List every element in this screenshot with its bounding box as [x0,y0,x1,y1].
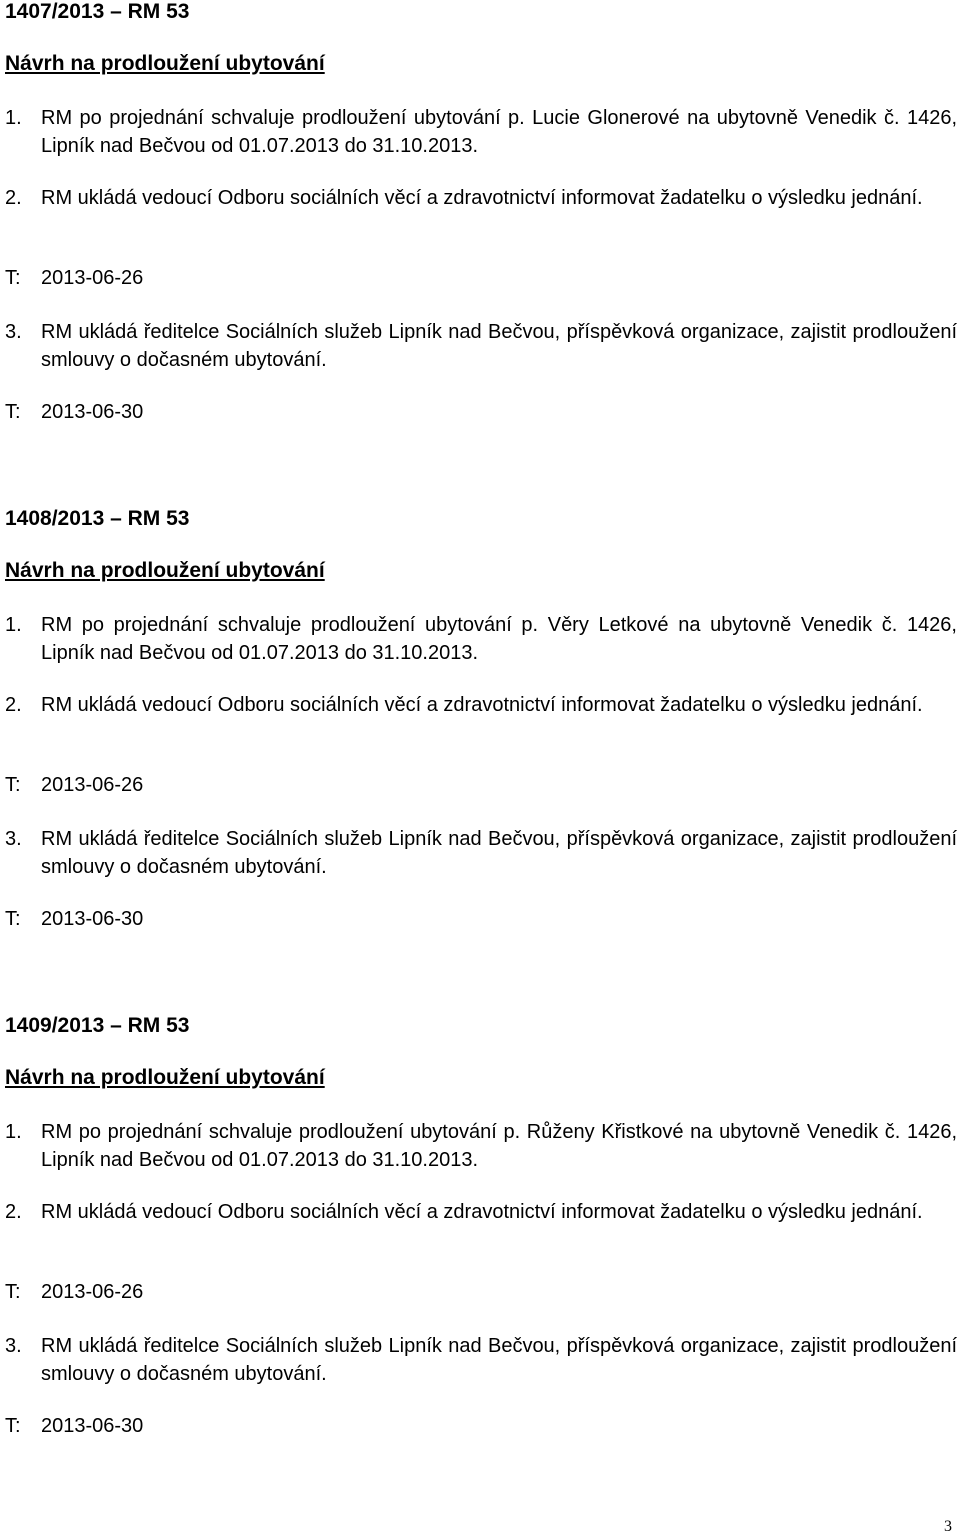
item-text: RM ukládá ředitelce Sociálních služeb Lipník nad Bečvou, příspěvková organizace, zajistit prodloužení smlouvy o dočasném ubytování. [41,828,957,878]
item-text: RM ukládá vedoucí Odboru sociálních věcí a zdravotnictví informovat žadatelku o výsledku jednání. [41,694,923,716]
deadline-label: T: [5,1281,21,1303]
deadline-date: 2013-06-26 [41,774,144,796]
resolution-item-2 [5,691,957,719]
deadline-label: T: [5,908,21,930]
resolution-number: 1407/2013 – RM 53 [5,0,190,23]
deadline-item-3 [5,1412,143,1440]
item-number: 1. [5,1121,22,1143]
item-number: 2. [5,694,22,716]
deadline-date: 2013-06-30 [41,1415,144,1437]
resolution-item-3 [5,318,957,374]
resolution-item-1 [5,104,957,160]
resolution-subject: Návrh na prodloužení ubytování [5,1066,325,1089]
item-number: 2. [5,187,22,209]
resolution-item-3 [5,1332,957,1388]
resolution-item-3 [5,825,957,881]
resolution-item-2 [5,1198,957,1226]
deadline-label: T: [5,401,21,423]
deadline-date: 2013-06-26 [41,267,144,289]
item-number: 3. [5,1335,22,1357]
item-text: RM po projednání schvaluje prodloužení ubytování p. Věry Letkové na ubytovně Venedik č. 1426, Lipník nad Bečvou od 01.07.2013 do 31.10.2013. [41,614,957,664]
item-text: RM ukládá ředitelce Sociálních služeb Lipník nad Bečvou, příspěvková organizace, zajistit prodloužení smlouvy o dočasném ubytování. [41,1335,957,1385]
resolution-item-1 [5,1118,957,1174]
deadline-item-3 [5,905,143,933]
item-text: RM ukládá vedoucí Odboru sociálních věcí a zdravotnictví informovat žadatelku o výsledku jednání. [41,187,923,209]
resolution-number: 1409/2013 – RM 53 [5,1014,190,1037]
deadline-item-2 [5,771,143,799]
deadline-item-3 [5,398,143,426]
deadline-item-2 [5,264,143,292]
deadline-label: T: [5,1415,21,1437]
deadline-date: 2013-06-30 [41,908,144,930]
deadline-label: T: [5,267,21,289]
resolution-item-2 [5,184,957,212]
item-number: 3. [5,321,22,343]
resolution-subject: Návrh na prodloužení ubytování [5,52,325,75]
page-number: 3 [944,1518,952,1535]
deadline-label: T: [5,774,21,796]
resolution-subject: Návrh na prodloužení ubytování [5,559,325,582]
item-text: RM ukládá ředitelce Sociálních služeb Lipník nad Bečvou, příspěvková organizace, zajistit prodloužení smlouvy o dočasném ubytování. [41,321,957,371]
item-text: RM ukládá vedoucí Odboru sociálních věcí a zdravotnictví informovat žadatelku o výsledku jednání. [41,1201,923,1223]
item-number: 1. [5,107,22,129]
resolution-item-1 [5,611,957,667]
item-text: RM po projednání schvaluje prodloužení ubytování p. Růženy Křistkové na ubytovně Venedik č. 1426, Lipník nad Bečvou od 01.07.2013 do 31.10.2013. [41,1121,957,1171]
item-number: 3. [5,828,22,850]
deadline-date: 2013-06-26 [41,1281,144,1303]
item-text: RM po projednání schvaluje prodloužení ubytování p. Lucie Glonerové na ubytovně Venedik č. 1426, Lipník nad Bečvou od 01.07.2013 do 31.10.2013. [41,107,957,157]
deadline-date: 2013-06-30 [41,401,144,423]
item-number: 2. [5,1201,22,1223]
deadline-item-2 [5,1278,143,1306]
item-number: 1. [5,614,22,636]
resolution-number: 1408/2013 – RM 53 [5,507,190,530]
